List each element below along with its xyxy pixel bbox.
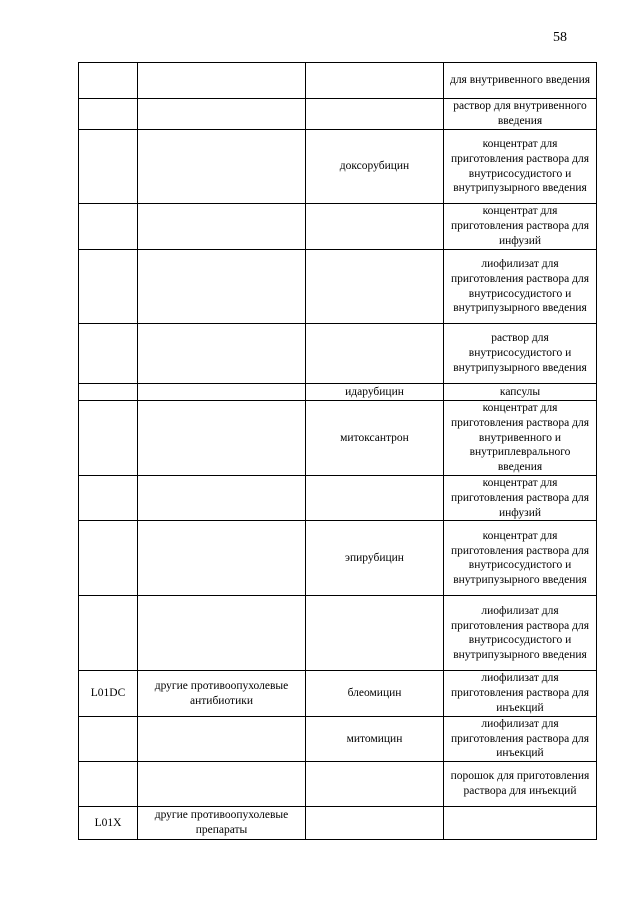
group-cell [138, 401, 306, 476]
group-cell: другие противоопухолевые препараты [138, 807, 306, 840]
table-row [79, 384, 597, 401]
drug-table [78, 62, 597, 840]
atc-code-cell [79, 99, 138, 130]
atc-code-cell [79, 762, 138, 807]
atc-code-cell [79, 63, 138, 99]
dosage-form-cell: порошок для приготовления раствора для инъекций [444, 762, 597, 807]
table-row [79, 521, 597, 596]
dosage-form-cell: концентрат для приготовления раствора для внутрисосудистого и внутрипузырного введения [444, 521, 597, 596]
atc-code-cell: L01DC [79, 671, 138, 716]
group-cell [138, 250, 306, 324]
atc-code-cell [79, 250, 138, 324]
dosage-form-cell: концентрат для приготовления раствора для внутрисосудистого и внутрипузырного введения [444, 130, 597, 204]
group-cell [138, 521, 306, 596]
table-row [79, 401, 597, 476]
dosage-form-cell: лиофилизат для приготовления раствора для инъекций [444, 716, 597, 761]
group-cell [138, 476, 306, 521]
drug-name-cell: эпирубицин [306, 521, 444, 596]
drug-name-cell: идарубицин [306, 384, 444, 401]
group-cell [138, 384, 306, 401]
drug-name-cell [306, 204, 444, 250]
dosage-form-cell: для внутривенного введения [444, 63, 597, 99]
dosage-form-cell: капсулы [444, 384, 597, 401]
atc-code-cell [79, 476, 138, 521]
atc-code-cell [79, 384, 138, 401]
drug-name-cell [306, 807, 444, 840]
atc-code-cell: L01X [79, 807, 138, 840]
table-row [79, 99, 597, 130]
atc-code-cell [79, 324, 138, 384]
table-row [79, 130, 597, 204]
group-cell [138, 596, 306, 671]
table-row [79, 204, 597, 250]
atc-code-cell [79, 204, 138, 250]
group-cell [138, 130, 306, 204]
table-row [79, 250, 597, 324]
drug-name-cell [306, 476, 444, 521]
dosage-form-cell: концентрат для приготовления раствора для инфузий [444, 204, 597, 250]
table-row [79, 671, 597, 716]
dosage-form-cell: лиофилизат для приготовления раствора для внутрисосудистого и внутрипузырного введения [444, 250, 597, 324]
group-cell: другие противоопухолевые антибиотики [138, 671, 306, 716]
table-row [79, 762, 597, 807]
drug-name-cell [306, 250, 444, 324]
dosage-form-cell: концентрат для приготовления раствора для инфузий [444, 476, 597, 521]
page-number: 58 [553, 30, 567, 45]
atc-code-cell [79, 521, 138, 596]
table-row [79, 324, 597, 384]
drug-name-cell [306, 324, 444, 384]
dosage-form-cell [444, 807, 597, 840]
group-cell [138, 716, 306, 761]
dosage-form-cell: концентрат для приготовления раствора для внутривенного и внутриплеврального введения [444, 401, 597, 476]
atc-code-cell [79, 130, 138, 204]
dosage-form-cell: раствор для внутрисосудистого и внутрипузырного введения [444, 324, 597, 384]
drug-name-cell [306, 99, 444, 130]
group-cell [138, 324, 306, 384]
atc-code-cell [79, 596, 138, 671]
dosage-form-cell: лиофилизат для приготовления раствора для инъекций [444, 671, 597, 716]
atc-code-cell [79, 401, 138, 476]
drug-name-cell [306, 596, 444, 671]
table-row [79, 63, 597, 99]
drug-name-cell: блеомицин [306, 671, 444, 716]
group-cell [138, 762, 306, 807]
drug-name-cell: митоксантрон [306, 401, 444, 476]
drug-name-cell [306, 762, 444, 807]
drug-name-cell: доксорубицин [306, 130, 444, 204]
drug-name-cell: митомицин [306, 716, 444, 761]
drug-name-cell [306, 63, 444, 99]
dosage-form-cell: лиофилизат для приготовления раствора для внутрисосудистого и внутрипузырного введения [444, 596, 597, 671]
group-cell [138, 204, 306, 250]
dosage-form-cell: раствор для внутривенного введения [444, 99, 597, 130]
group-cell [138, 63, 306, 99]
table-row [79, 476, 597, 521]
table-row [79, 807, 597, 840]
table-row [79, 716, 597, 761]
atc-code-cell [79, 716, 138, 761]
table-row [79, 596, 597, 671]
group-cell [138, 99, 306, 130]
